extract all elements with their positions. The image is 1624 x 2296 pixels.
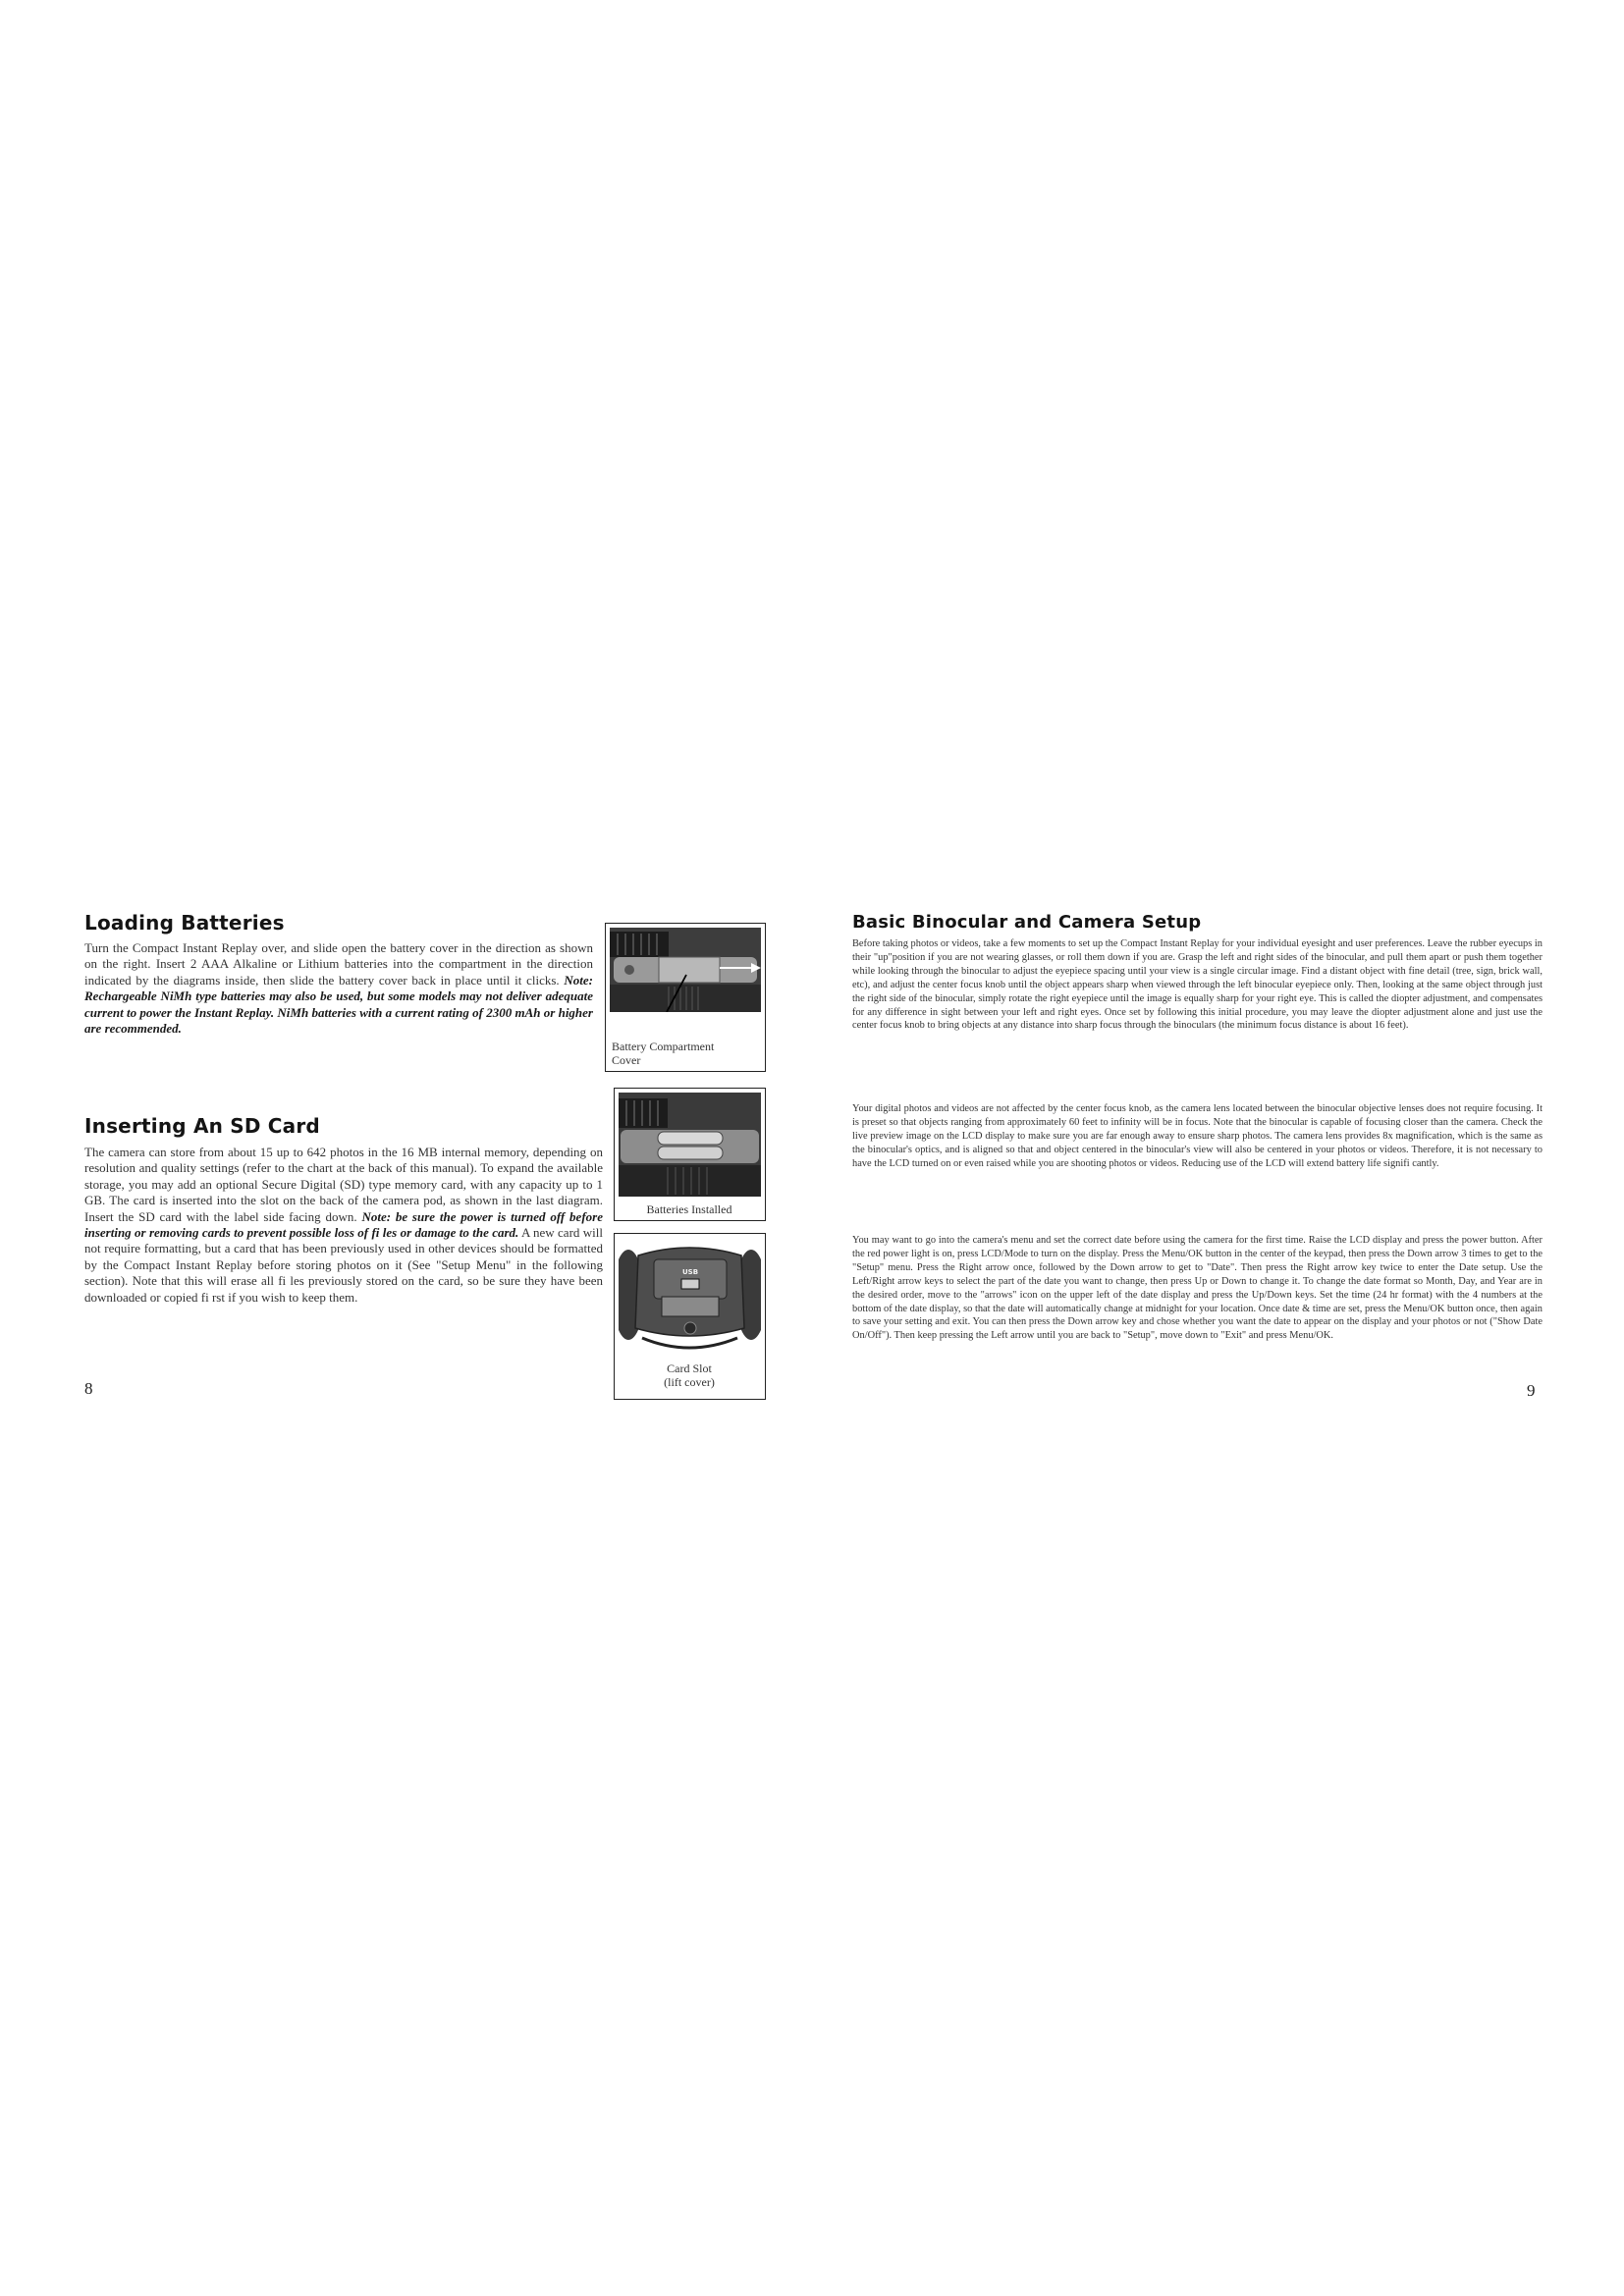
setup-paragraph-2: Your digital photos and videos are not affected by the center focus knob, as the camera lens located between the binocular objective lenses does not require focusing. It is preset so that objects ranging from approximately 60 feet to infinity will be in focus. Note that the binocular is capable of focusing closer than the camera. Check the live preview image on the LCD display to make sure you are far enough away to ensure sharp photos. The camera lens provides 8x magnification, which is the same as the binocular's optics, and is aligned so that and object centered in the binocular's view will also be centered in your photos or videos. Therefore, it is not necessary to have the LCD turned on or even raised while you are shooting photos or videos. Reducing use of the LCD will extend battery life signifi cantly. bbox=[852, 1103, 1543, 1169]
setup-paragraph-3: You may want to go into the camera's menu and set the correct date before using the camera for the first time. Raise the LCD display and press the power button. After the red power light is on, press LCD/Mode to turn on the display. Press the Menu/OK button in the center of the keypad, then press the Down arrow 3 times to get to the "Setup" menu. Press the Right arrow once, followed by the Down arrow to get to "Date". Then press the Right arrow key twice to enter the Date setup. Use the Left/Right arrow keys to select the part of the date you want to change, then press Up or Down to change it. To change the date format so Month, Day, and Year are in the desired order, move to the "arrows" icon on the upper left of the date display and press the Up/Down keys. Set the time (24 hr format) with the 4 numbers at the bottom of the date display, so that the date will automatically change at midnight for your location. Once date & time are set, press the Menu/OK button once, then again to save your setting and exit. You can then press the Down arrow key and chose whether you want the date to appear on the display and your photos or not ("Show Date On/Off"). Then keep pressing the Left arrow until you are back to "Setup", move down to "Exit" and press Menu/OK. bbox=[852, 1235, 1543, 1342]
loading-batteries-note: Note: Rechargeable NiMh type batteries may also be used, but some models may not deliver adequate current to power the Instant Replay. NiMh batteries with a current rating of 2300 mAh or higher are recommended. bbox=[84, 972, 593, 1037]
page-number-left: 8 bbox=[84, 1379, 93, 1398]
loading-batteries-heading: Loading Batteries bbox=[84, 911, 285, 934]
battery-cover-figure bbox=[605, 923, 766, 1072]
setup-paragraph-1: Before taking photos or videos, take a few moments to set up the Compact Instant Replay for your individual eyesight and user preferences. Leave the rubber eyecups in their "up"position if you are not wearing glasses, or roll them down if you are. Grasp the left and right sides of the binocular, and pull them apart or push them together while looking through the binocular to adjust the eyepiece spacing until your view is a single circular image. Find a distant object with fine detail (tree, sign, brick wall, etc), and adjust the center focus knob until the object appears sharp when viewed through the left binocular eyepiece only. Then, looking at the same object through just the right side of the binocular, simply rotate the right eyepiece until the image is equally sharp for your right eye. This is called the diopter adjustment, and compensates for any difference in sight between your left and right eyes. Once set by following this initial procedure, you may leave the diopter adjustment alone and just use the center focus knob to bring objects at any distance into sharp focus through the binoculars (the minimum focus distance is about 16 feet). bbox=[852, 938, 1543, 1032]
sd-card-text-1: The camera can store from about 15 up to 642 photos in the 16 MB internal memory, depending on resolution and quality settings (refer to the chart at the back of this manual). To expand the available storage, you may add an optional Secure Digital (SD) type memory card, with any capacity up to 1 GB. The card is inserted into the slot on the back of the camera pod, as shown in the last diagram. Insert the SD card with the label side facing down. bbox=[84, 1145, 603, 1224]
card-slot-figure bbox=[614, 1233, 766, 1400]
battery-cover-photo bbox=[610, 928, 761, 1012]
sd-card-paragraph bbox=[84, 1145, 603, 1306]
sd-card-text-2: A new card will not require formatting, but a card that has been previously used in other devices should be formatted by the Compact Instant Replay before storing photos on it (See "Setup Menu" in the following section). Note that this will erase all fi les previously stored on the card, so be sure they have been downloaded or copied fi rst if you wish to keep them. bbox=[84, 1225, 603, 1305]
usb-label: USB bbox=[681, 1268, 699, 1276]
battery-cover-caption: Battery Compartment Cover bbox=[612, 1040, 715, 1067]
sd-card-note: Note: be sure the power is turned off before inserting or removing cards to prevent possible loss of fi les or damage to the card. bbox=[84, 1208, 603, 1241]
card-slot-caption-line-1: Card Slot bbox=[667, 1362, 712, 1375]
loading-batteries-paragraph bbox=[84, 940, 593, 1037]
card-slot-caption-line-2: (lift cover) bbox=[664, 1375, 715, 1389]
page-number-right: 9 bbox=[1527, 1381, 1536, 1400]
basic-setup-heading: Basic Binocular and Camera Setup bbox=[852, 912, 1202, 933]
loading-batteries-text: Turn the Compact Instant Replay over, and slide open the battery cover in the direction as shown on the right. Insert 2 AAA Alkaline or Lithium batteries into the compartment in the direction indicated by the diagrams inside, then slide the battery cover back in place until it clicks. bbox=[84, 940, 593, 988]
card-slot-caption bbox=[615, 1362, 764, 1389]
batteries-installed-caption: Batteries Installed bbox=[646, 1202, 732, 1216]
batteries-installed-photo bbox=[619, 1093, 761, 1197]
card-slot-photo bbox=[619, 1238, 761, 1358]
batteries-installed-figure bbox=[614, 1088, 766, 1221]
inserting-sd-card-heading: Inserting An SD Card bbox=[84, 1114, 320, 1138]
